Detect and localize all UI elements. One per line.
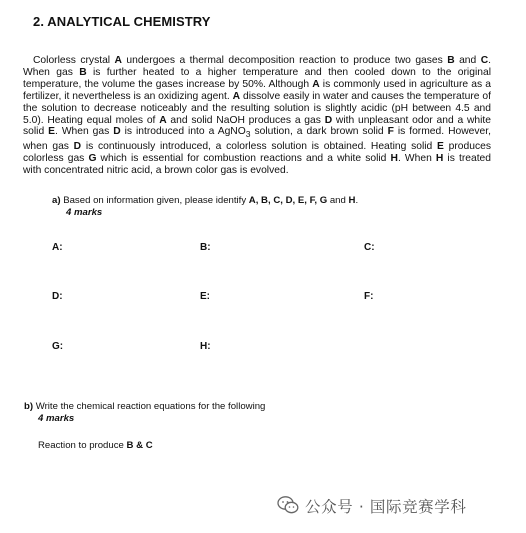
question-b-text: b) Write the chemical reaction equations for the following <box>24 401 266 412</box>
question-b <box>24 401 265 425</box>
answer-label-a: A: <box>52 242 63 253</box>
watermark-text: 公众号 · 国际竞赛学科 <box>305 498 467 516</box>
answer-label-g: G: <box>52 341 64 352</box>
answer-label-b: B: <box>200 242 211 253</box>
question-a-text: a) Based on information given, please identify A, B, C, D, E, F, G and H. <box>52 195 359 206</box>
answer-label-f: F: <box>364 291 374 302</box>
question-a-marks: 4 marks <box>66 207 103 218</box>
answer-label-e: E: <box>200 291 210 302</box>
section-title: 2. ANALYTICAL CHEMISTRY <box>33 14 211 29</box>
answer-label-c: C: <box>364 242 375 253</box>
answer-label-d: D: <box>52 291 63 302</box>
reaction-prompt: Reaction to produce B & C <box>38 440 153 451</box>
wechat-icon <box>277 495 299 515</box>
answer-label-h: H: <box>200 341 211 352</box>
question-b-marks: 4 marks <box>38 413 75 424</box>
question-a <box>52 195 358 219</box>
problem-paragraph: Colorless crystal A undergoes a thermal decomposition reaction to produce two gases B and C. When gas B is further heated to a higher temperature and then cooled down to the original temperature, the volume the gases increase by 50%. Although A is commonly used in agriculture as a fertilizer, it nevertheless is an oxidizing agent. A dissolve easily in water and causes the temperature of the solution to decrease noticeably and the resulting solution is slightly acidic (pH between 4.5 and 5.0). Heating equal moles of A and solid NaOH produces a gas D with unpleasant odor and a white solid E. When gas D is introduced into a AgNO$_3$ solution, a dark brown solid F is formed. However, when gas D is continuously introduced, a colorless solution is obtained. Heating solid E produces colorless gas G which is essential for combustion reactions and a white solid H. When H is treated with concentrated nitric acid, a brown color gas is evolved. <box>23 55 492 177</box>
